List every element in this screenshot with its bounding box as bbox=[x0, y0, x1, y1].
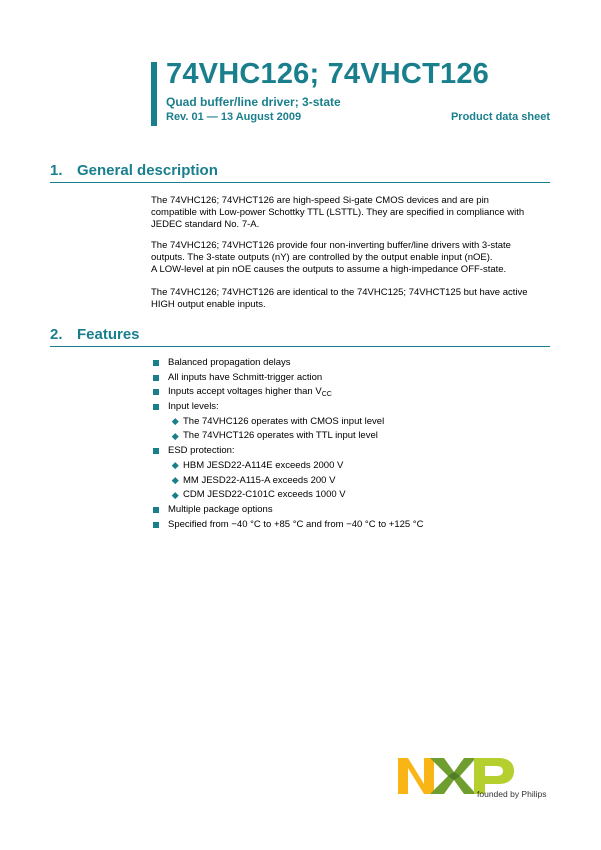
square-bullet-icon bbox=[153, 360, 159, 366]
diamond-bullet-icon bbox=[172, 492, 178, 498]
square-bullet-icon bbox=[153, 448, 159, 454]
square-bullet-icon bbox=[153, 404, 159, 410]
section-divider bbox=[50, 182, 550, 183]
list-item: Multiple package options bbox=[151, 503, 553, 518]
document-type-label: Product data sheet bbox=[450, 111, 550, 123]
logo-letter-x bbox=[430, 758, 476, 794]
list-item: Inputs accept voltages higher than $V_{CC}$ bbox=[151, 385, 553, 400]
diamond-bullet-icon bbox=[172, 462, 178, 468]
diamond-bullet-icon bbox=[172, 433, 178, 439]
section-heading-features bbox=[50, 326, 140, 343]
section-title: General description bbox=[77, 162, 218, 179]
diamond-bullet-icon bbox=[172, 477, 178, 483]
vcc-subscript: CC bbox=[321, 391, 332, 399]
description-paragraph: The 74VHC126; 74VHCT126 are identical to the 74VHC125; 74VHCT125 but have active HIGH output enable inputs. bbox=[151, 287, 528, 311]
square-bullet-icon bbox=[153, 507, 159, 513]
list-item: Specified from −40 °C to +85 °C and from −40 °C to +125 °C bbox=[151, 518, 553, 533]
sub-list-item: CDM JESD22-C101C exceeds 1000 V bbox=[151, 488, 553, 503]
description-paragraph: The 74VHC126; 74VHCT126 provide four non-inverting buffer/line drivers with 3-state outputs. The 3-state outputs (nY) are controlled by the output enable input (nOE). A LOW-level at pin nOE causes the outputs to assume a high-impedance OFF-state. bbox=[151, 240, 511, 276]
diamond-bullet-icon bbox=[172, 418, 178, 424]
list-item: Balanced propagation delays bbox=[151, 356, 553, 371]
section-number: 2. bbox=[50, 326, 63, 343]
section-heading-general-description bbox=[50, 162, 218, 179]
sub-list-item: The 74VHC126 operates with CMOS input level bbox=[151, 415, 553, 430]
features-list bbox=[151, 356, 553, 532]
section-number: 1. bbox=[50, 162, 63, 179]
list-item: ESD protection: bbox=[151, 444, 553, 459]
square-bullet-icon bbox=[153, 375, 159, 381]
list-item: All inputs have Schmitt-trigger action bbox=[151, 371, 553, 386]
sub-list-item: HBM JESD22-A114E exceeds 2000 V bbox=[151, 459, 553, 474]
description-paragraph: The 74VHC126; 74VHCT126 are high-speed Si-gate CMOS devices and are pin compatible with Low-power Schottky TTL (LSTTL). They are specified in compliance with JEDEC standard No. 7-A. bbox=[151, 195, 525, 231]
logo-letter-n bbox=[398, 758, 434, 794]
document-title: 74VHC126; 74VHCT126 bbox=[166, 58, 489, 90]
section-title: Features bbox=[77, 326, 140, 343]
square-bullet-icon bbox=[153, 389, 159, 395]
square-bullet-icon bbox=[153, 522, 159, 528]
revision-label: Rev. 01 — 13 August 2009 bbox=[166, 111, 302, 123]
logo-tagline: founded by Philips bbox=[477, 789, 547, 799]
list-item: Input levels: bbox=[151, 400, 553, 415]
title-accent-bar bbox=[151, 62, 157, 126]
sub-list-item: MM JESD22-A115-A exceeds 200 V bbox=[151, 474, 553, 489]
sub-list-item: The 74VHCT126 operates with TTL input level bbox=[151, 429, 553, 444]
section-divider bbox=[50, 346, 550, 347]
document-subtitle: Quad buffer/line driver; 3-state bbox=[166, 95, 341, 109]
